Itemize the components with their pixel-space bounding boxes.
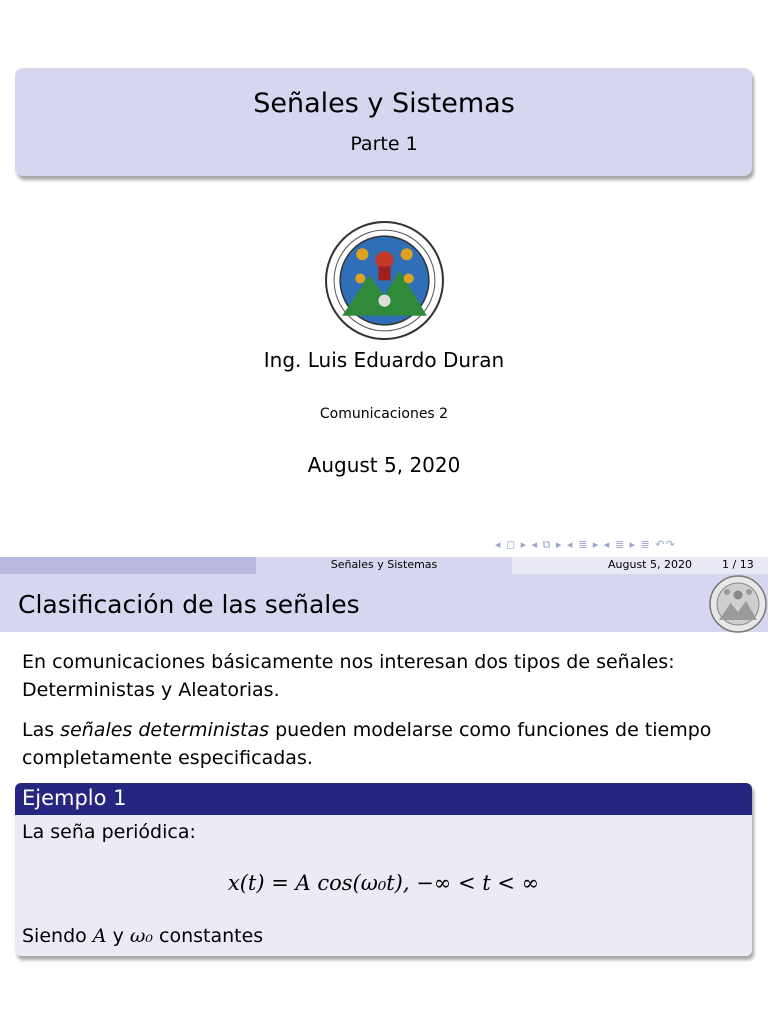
university-seal-icon bbox=[324, 220, 445, 341]
intro-paragraph: En comunicaciones básicamente nos interesan dos tipos de señales: Deterministas y Aleatorias. bbox=[22, 651, 675, 701]
example-text: Siendo bbox=[22, 925, 93, 947]
deterministic-paragraph bbox=[22, 716, 752, 772]
example-title: Ejemplo 1 bbox=[22, 786, 127, 810]
presentation-title: Señales y Sistemas bbox=[253, 88, 515, 119]
emphasized-term: señales deterministas bbox=[60, 719, 270, 741]
headline-strip-left bbox=[0, 557, 256, 574]
variable-a: A bbox=[92, 925, 107, 947]
paragraph-text: Las bbox=[22, 719, 61, 741]
title-box bbox=[15, 68, 752, 176]
course-name: Comunicaciones 2 bbox=[319, 406, 449, 422]
page-number: 1 / 13 bbox=[722, 558, 754, 571]
example-text: y bbox=[106, 925, 130, 947]
university-seal-icon bbox=[708, 574, 768, 634]
example-constants bbox=[22, 925, 263, 947]
headline-title: Señales y Sistemas bbox=[330, 558, 438, 571]
headline-date: August 5, 2020 bbox=[608, 558, 692, 571]
example-text: constantes bbox=[152, 925, 264, 947]
author-name: Ing. Luis Eduardo Duran bbox=[263, 348, 505, 372]
frame-title: Clasificación de las señales bbox=[18, 590, 360, 619]
example-equation: x(t) = A cos(ω₀t), −∞ < t < ∞ bbox=[227, 871, 540, 895]
example-intro: La seña periódica: bbox=[22, 821, 196, 843]
navigation-symbols-icon[interactable]: ◂ ◻ ▸ ◂ ⧉ ▸ ◂ ≣ ▸ ◂ ≣ ▸ ≣ ↶↷ bbox=[495, 538, 676, 551]
presentation-date: August 5, 2020 bbox=[307, 453, 461, 477]
presentation-subtitle: Parte 1 bbox=[350, 133, 418, 155]
variable-omega: ω₀ bbox=[129, 925, 153, 947]
example-block bbox=[15, 783, 752, 956]
paragraph-text: pueden modelarse como funciones de tiempo completamente especificadas. bbox=[22, 719, 712, 769]
